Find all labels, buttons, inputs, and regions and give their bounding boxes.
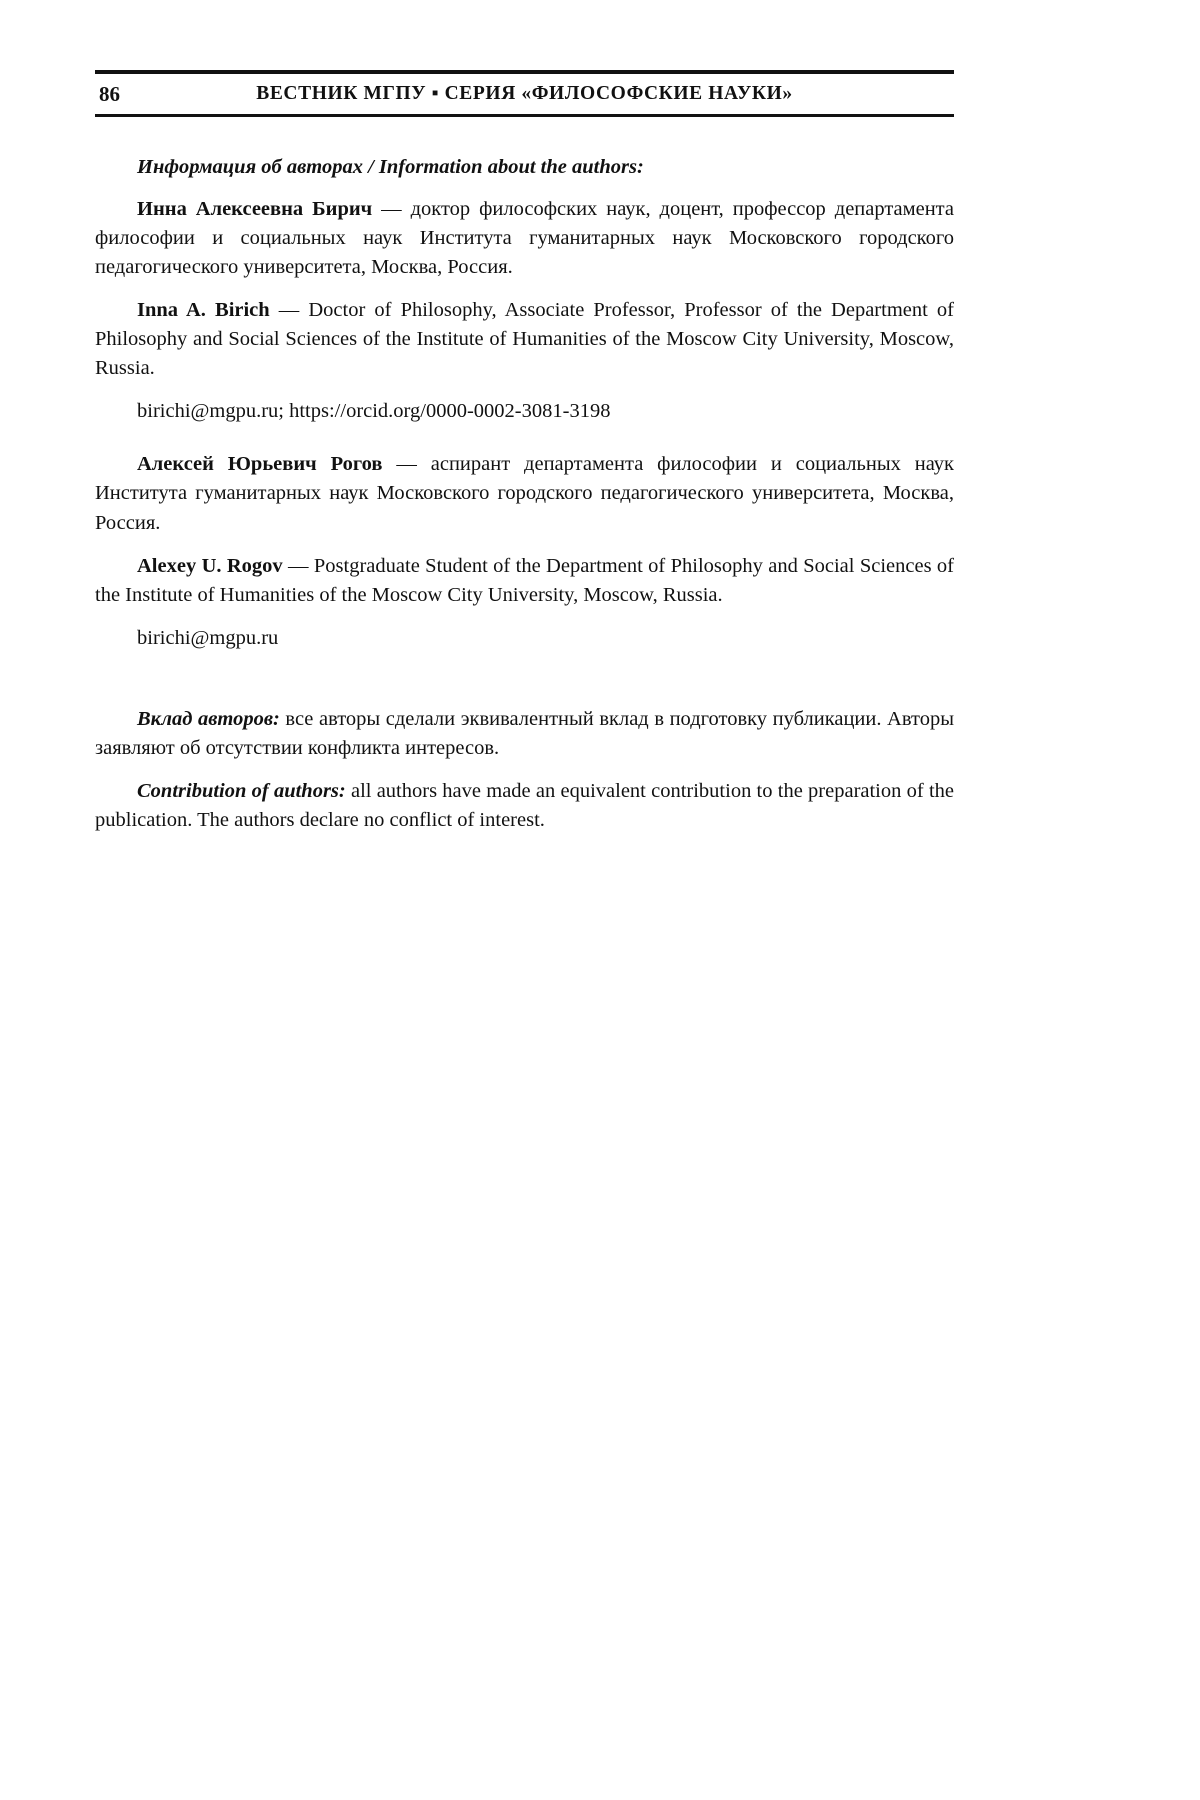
author1-paragraph-en [95,296,954,383]
header-row [95,74,954,114]
contribution-text-ru: все авторы сделали эквивалентный вклад в подготовку публикации. Авторы заявляют об отсутствии конфликта интересов. [95,708,954,760]
journal-title: ВЕСТНИК МГПУ ▪ СЕРИЯ «ФИЛОСОФСКИЕ НАУКИ» [256,83,793,104]
contribution-text-en: all authors have made an equivalent contribution to the preparation of the publication. The authors declare no conflict of interest. [95,780,954,832]
author1-name-en: Inna A. Birich [137,298,270,321]
contribution-lead-ru: Вклад авторов: [137,708,280,731]
section-heading: Информация об авторах / Information about the authors: [137,155,644,178]
page-content [95,153,954,836]
contribution-paragraph-ru [95,705,954,763]
author1-contact-line: birichi@mgpu.ru; https://orcid.org/0000-0002-3081-3198 [137,400,611,423]
contribution-lead-en: Contribution of authors: [137,780,346,803]
page-number: 86 [99,81,120,106]
author2-contact-line: birichi@mgpu.ru [137,626,279,649]
author2-paragraph-en [95,552,954,610]
contribution-block [95,705,954,835]
author2-name-ru: Алексей Юрьевич Рогов [137,453,383,476]
page-header [95,70,954,117]
contribution-paragraph-en [95,777,954,835]
author2-block [95,450,954,653]
author1-paragraph-ru [95,195,954,282]
author2-desc-en: — Postgraduate Student of the Department of Philosophy and Social Sciences of the Institute of Humanities of the Moscow City University, Moscow, Russia. [95,554,954,606]
author1-block [95,195,954,427]
author2-paragraph-ru [95,450,954,537]
author1-desc-en: — Doctor of Philosophy, Associate Professor, Professor of the Department of Philosophy and Social Sciences of the Institute of Humanities of the Moscow City University, Moscow, Russia. [95,298,954,380]
header-bottom-rule [95,114,954,117]
author1-desc-ru: — доктор философских наук, доцент, профессор департамента философии и социальных наук Института гуманитарных наук Московского городского педагогического университета, Москва, Россия. [95,197,954,278]
author2-desc-ru: — аспирант департамента философии и социальных наук Института гуманитарных наук Московского городского педагогического университета, Москва, Россия. [95,453,955,534]
author2-name-en: Alexey U. Rogov [137,554,283,577]
author1-name-ru: Инна Алексеевна Бирич [137,197,373,220]
